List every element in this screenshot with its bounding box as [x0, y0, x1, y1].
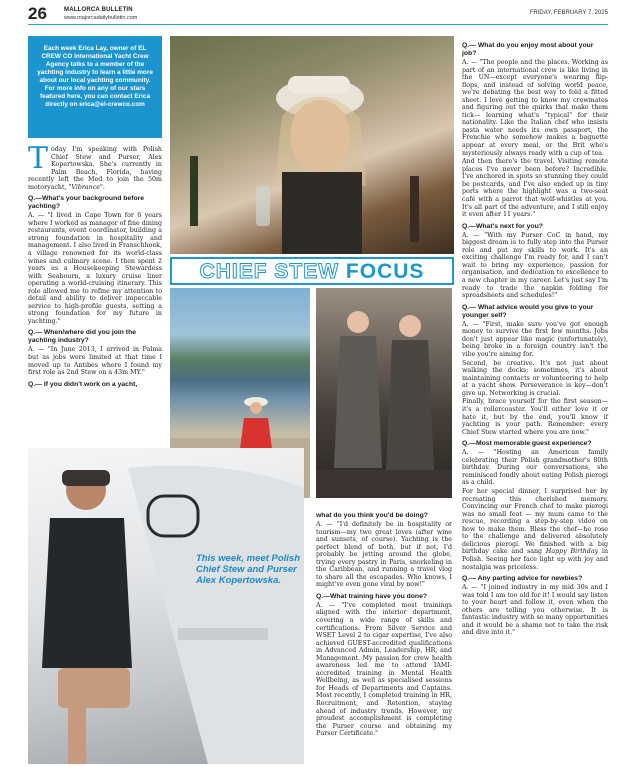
answer-paragraph: [462, 488, 608, 571]
yacht-name: "Vibrance": [68, 183, 103, 191]
intro-paragraph: oday I'm speaking with Polish Chief Stew and Purser, Alex Kopertowska. She's currently in Palm Beach, Florida, having recently left the Med to join the 50m motoryacht,: [28, 146, 162, 191]
question-heading: Q.— When/where did you join the yachting industry?: [28, 329, 136, 345]
issue-date: FRIDAY, FEBRUARY 7, 2025: [529, 10, 608, 16]
boat-photo: [28, 448, 304, 764]
punctuation: .: [102, 183, 105, 191]
answer-paragraph: A. — "I've completed most trainings aligned with the interior department, covering a wide range of skills and certifications. From Silver Service and WSET Level 2 to cigar expertise, I've also achieved GUEST-accredited qualifications in Advanced Admin, Leadership, HR, and Management. My passion for crew health awareness led me to attend IAMI-accredited training in Mental Health Wellbeing, as well as specialised sessions for Heads of Departments and Captains. Most recently, I completed training in HR, Recruitment, and Retention, staying ahead of industry trends. However, my proudest accomplishment is completing the Purser course and obtaining my Purser Certificate.": [316, 601, 452, 738]
answer-paragraph: And then there's the travel. Visiting remote places I've never been before? Incredible. I've anchored in spots so stunning they could be postcards, and I've also ended up in tiny ports where the highlight was a two-seat café with a parrot that wolf-whistles at you. It's all part of the adventure, and I still enjoy it even after 11 years.": [462, 158, 608, 219]
page-header: [28, 6, 608, 26]
headline-banner: [170, 257, 454, 285]
answer-paragraph: A. — "With my Purser CoC in hand, my biggest dream is to fully step into the Purser role and put my skills to work. It's an exciting challenge I'm ready for, and I can't wait to bring my experience, passion for organisation, and dedication to excellence to a new chapter in my career. Let's just say I'm ready to trade the napkin folding for spreadsheets and schedules!": [462, 231, 608, 300]
website-link[interactable]: www.majorcadailybulletin.com: [64, 15, 138, 21]
answer-text: For her special dinner, I surprised her by recreating this cherished memory. Convincing our French chef to make pierogi was no small feat — my mum came to the rescue, recording a step-by-step video on how to make them. Bless the chef—he rose to the challenge and delivered absolutely delicious pierogi. We finished with a big birthday cake and sang: [462, 488, 608, 556]
intro-box: Each week Erica Lay, owner of EL CREW CO International Yacht Crew Agency talks to a member of the yachting industry to learn a little more about our local yachting community. For more info on any of our stars featured here, you can contact Erica directly on erica@el-crewco.com: [28, 36, 162, 138]
question-heading: Q.— What do you enjoy most about your job?: [462, 42, 594, 57]
column-3: [462, 42, 608, 638]
answer-text: in Polish. Seeing her face light up with joy and nostalgia was priceless.: [462, 548, 609, 571]
song-title: Happy Birthday: [545, 548, 599, 556]
question-heading: Q.—What's next for you?: [462, 222, 543, 230]
portrait-photo: [170, 36, 454, 254]
question-heading: Q.— Any parting advice for newbies?: [462, 575, 583, 583]
drop-cap: T: [28, 141, 49, 176]
answer-paragraph: A. — "First, make sure you've got enough money to survive the first few months. Jobs don't just appear like magic (unfortunately), being broke in a foreign country isn't the vibe you're aiming for.: [462, 320, 608, 358]
header-rule: [28, 24, 608, 25]
answer-paragraph: Finally, brace yourself for the first season—it's a rollercoaster. You'll either love it or hate it, but by the end, you'll know if yachting is your path. Remember: every Chief Stew started where you are now.": [462, 398, 608, 436]
headline-part2: FOCUS: [345, 260, 425, 283]
question-heading: what do you think you'd be doing?: [316, 512, 428, 519]
answer-paragraph: A. — "I joined industry in my mid 30s and I was told I am too old for it! I would say listen to your heart and follow it, even when the others are telling you otherwise. It is fantastic industry with so many opportunities and it would be a shame not to take the risk and dive into it.": [462, 584, 608, 637]
question-heading: Q.— What advice would you give to your younger self?: [462, 303, 594, 319]
masthead: MALLORCA BULLETIN: [64, 7, 133, 13]
answer-paragraph: A. — "I lived in Cape Town for 6 years where I worked as manager of fine dining restaurants, event coordinator, building a strong foundation in hospitality and management. I also lived in Franschhoek, a village renowned for its world-class wines and culinary scene. I then spent 2 years as a Housekeeping Stewardess with Seabourn, a luxury cruise liner operating a world-cruising itinerary. This role allowed me to refine my attention to detail and ability to deliver impeccable service to high-profile guests, setting a strong foundation for my future in yachting.": [28, 212, 162, 325]
answer-paragraph: A. — "I'd definitely be in hospitality or tourism—my two great loves (after wine and sunsets, of course). Yachting is the perfect blend of both, but if not, I'd probably be jetting around the globe, trying every pastry in Paris, snorkeling in the Caribbean, and running a travel vlog to share all the escapades. Who knows, I might've even gone viral by now!": [316, 521, 452, 589]
answer-paragraph: A. — "In June 2013, I arrived in Palma but as jobs were limited at that time I moved up to Antibes where I found my first role as 2nd Stew on a 43m MY.": [28, 346, 162, 377]
question-heading: Q.— If you didn't work on a yacht,: [28, 380, 138, 388]
question-heading: Q.—What's your background before yachting?: [28, 195, 145, 211]
question-heading: Q.—What training have you done?: [316, 592, 428, 600]
duo-photo: [316, 288, 452, 498]
page-number: 26: [28, 4, 47, 23]
photo-caption: This week, meet Polish Chief Stew and Purser Alex Kopertowska.: [196, 553, 301, 586]
column-1: [28, 141, 162, 390]
answer-paragraph: Second, be creative. It's not just about walking the docks; sometimes, it's about maintaining contacts or volunteering to help at a yacht show. Perseverance is key—don't give up. Networking is crucial.: [462, 359, 608, 397]
column-2: [316, 512, 452, 739]
answer-paragraph: A. — "The people and the places. Working as part of an international crew is like living in the UN—except everyone's wearing flip-flops, and instead of solving world peace, we're debating the best way to fold a fitted sheet. I love getting to know my crewmates and figuring out the quirks that make them tick— learning what's "typical" for their nationality. Like the Italian chef who insists pasta water needs its own passport, the Frenchie who somehow makes a baguette appear at every meal, or the Brit who's mysteriously always ready with a cup of tea.: [462, 59, 608, 157]
headline-part1: CHIEF STEW: [199, 260, 340, 283]
question-heading: Q.—Most memorable guest experience?: [462, 440, 592, 448]
answer-paragraph: A. — "Hosting an American family celebrating their Polish grandmother's 80th birthday. During our conversations, she reminisced fondly about eating Polish pierogi as a child.: [462, 449, 608, 487]
